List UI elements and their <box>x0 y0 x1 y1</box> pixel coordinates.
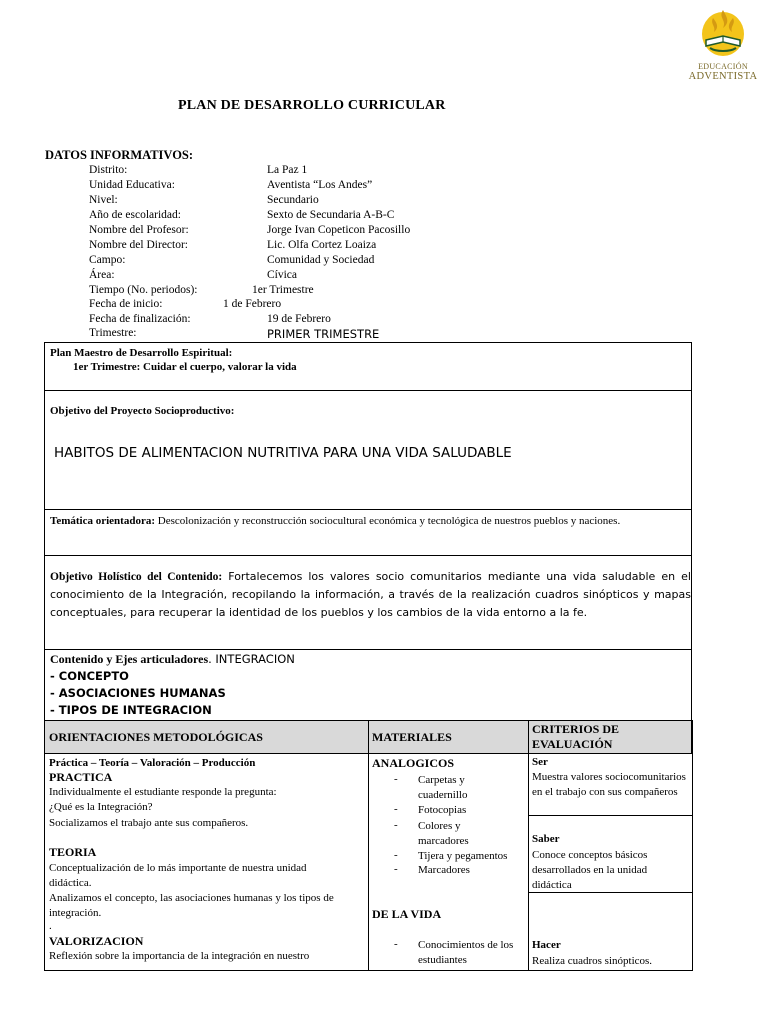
contenido-section <box>45 650 691 721</box>
table-divider-2 <box>528 720 529 971</box>
practica-line: Socializamos el trabajo ante sus compañeros. <box>49 817 249 829</box>
info-label: Tiempo (No. periodos): <box>89 284 198 296</box>
practica-line: ¿Qué es la Integración? <box>49 801 153 813</box>
saber-heading: Saber <box>532 833 560 845</box>
tematica-section <box>45 510 691 556</box>
info-value: Comunidad y Sociedad <box>267 254 375 266</box>
tematica-text: Descolonización y reconstrucción sociocultural económica y tecnológica de nuestros pueblos y naciones. <box>155 515 621 527</box>
contenido-label: Contenido y Ejes articuladores <box>50 652 209 666</box>
info-label: Trimestre: <box>89 327 137 339</box>
tematica-paragraph <box>50 513 680 529</box>
info-label: Año de escolaridad: <box>89 209 181 221</box>
info-label: Área: <box>89 269 115 281</box>
header-orientaciones: ORIENTACIONES METODOLÓGICAS <box>49 730 263 744</box>
teoria-line: Conceptualización de lo más importante de nuestra unidad didáctica. <box>49 862 307 889</box>
objetivo-holistico-label: Objetivo Holístico del Contenido: <box>50 571 223 583</box>
ser-text: Muestra valores sociocomunitarios en el trabajo con sus compañeros <box>532 771 686 798</box>
plan-maestro-label: Plan Maestro de Desarrollo Espiritual: <box>50 347 233 359</box>
table-divider-1 <box>368 720 369 971</box>
info-label: Fecha de finalización: <box>89 313 191 325</box>
evaluation-table: ORIENTACIONES METODOLÓGICAS MATERIALES CRITERIOS DE EVALUACIÓN Práctica – Teoría – Valoración – Producción PRACTICA Individualmente el estudiante responde la pregunta: ¿Qué es la Integración? Socializamos el trabajo ante sus compañeros. TEORIA Conceptualización de lo más importante de nuestra unidad didáctica. Analizamos el concepto, las asociaciones humanas y los tipos de integración. . VALORIZACION Reflexión sobre la importancia de la integración en nuestro ANALOGICOS - Carpetas y cuadernillo - Fotocopias - Colores y marcadores - Tijera y pegamentos - Marcadores DE LA VIDA - Conocimientos de los estudiantes Ser Muestra valores sociocomunitarios en el trabajo con sus compañeros Saber Conoce conceptos básicos desarrollados en la unidad didáctica Hacer Realiza cuadros sinópticos. <box>44 720 694 971</box>
datos-informativos-heading: DATOS INFORMATIVOS: <box>45 148 194 162</box>
analogicos-heading: ANALOGICOS <box>372 756 455 770</box>
info-label: Fecha de inicio: <box>89 298 163 310</box>
objetivo-proyecto-section <box>45 391 691 510</box>
info-value: La Paz 1 <box>267 164 308 176</box>
info-value: Aventista “Los Andes” <box>267 179 373 191</box>
hacer-heading: Hacer <box>532 939 561 951</box>
info-value: Sexto de Secundaria A-B-C <box>267 209 395 221</box>
teoria-line: Analizamos el concepto, las asociaciones humanas y los tipos de integración. <box>49 892 334 919</box>
document-title: PLAN DE DESARROLLO CURRICULAR <box>178 98 446 113</box>
contenido-item: - CONCEPTO <box>50 669 129 683</box>
plan-maestro-text: 1er Trimestre: Cuidar el cuerpo, valorar la vida <box>73 361 297 373</box>
contenido-item: - ASOCIACIONES HUMANAS <box>50 686 226 700</box>
plan-maestro-section <box>45 343 691 391</box>
table-border-left <box>44 720 45 971</box>
info-value: 1 de Febrero <box>223 298 282 310</box>
info-value: Cívica <box>267 269 298 281</box>
ser-heading: Ser <box>532 756 548 768</box>
info-value: 1er Trimestre <box>252 284 314 296</box>
practica-line: Individualmente el estudiante responde la pregunta: <box>49 786 277 798</box>
vida-heading: DE LA VIDA <box>372 907 442 921</box>
info-label: Nombre del Director: <box>89 239 188 251</box>
info-label: Unidad Educativa: <box>89 179 175 191</box>
orientaciones-head: Práctica – Teoría – Valoración – Producción <box>49 757 256 769</box>
contenido-title: . INTEGRACION <box>208 652 295 666</box>
header-criterios: CRITERIOS DE EVALUACIÓN <box>532 722 620 751</box>
criteria-divider-1 <box>529 815 692 816</box>
header-materiales: MATERIALES <box>372 730 452 744</box>
info-label: Nivel: <box>89 194 118 206</box>
objetivo-holistico-text: Fortalecemos los valores socio comunitarios mediante una vida saludable en el conocimiento de la Integración, recopilando la información, a través de la realización cuadros sinópticos y mapas conceptuales, para recuperar la identidad de los pueblos y los cambios de la vida entorno a la fe. <box>50 570 691 619</box>
table-border-bottom <box>44 970 693 971</box>
table-border-right <box>692 720 693 971</box>
info-label: Distrito: <box>89 164 128 176</box>
practica-heading: PRACTICA <box>49 770 113 784</box>
info-label: Nombre del Profesor: <box>89 224 189 236</box>
valorizacion-heading: VALORIZACION <box>49 934 144 948</box>
torch-book-emblem-icon <box>696 4 750 60</box>
hacer-text: Realiza cuadros sinópticos. <box>532 955 653 967</box>
info-label: Campo: <box>89 254 126 266</box>
tematica-label: Temática orientadora: <box>50 515 155 527</box>
info-value: Lic. Olfa Cortez Loaiza <box>267 239 377 251</box>
info-value: PRIMER TRIMESTRE <box>267 327 380 341</box>
contenido-heading <box>50 652 295 667</box>
objetivo-holistico-paragraph <box>50 568 691 622</box>
objetivo-holistico-section <box>45 556 691 650</box>
logo-line-2: ADVENTISTA <box>688 71 758 82</box>
logo-line-1: EDUCACIÓN <box>698 62 748 71</box>
teoria-dot: . <box>49 920 52 932</box>
info-value: Jorge Ivan Copeticon Pacosillo <box>267 224 411 236</box>
saber-text: Conoce conceptos básicos desarrollados en la unidad didáctica <box>532 849 648 891</box>
info-value: Secundario <box>267 194 319 206</box>
contenido-item: - TIPOS DE INTEGRACION <box>50 703 212 717</box>
teoria-heading: TEORIA <box>49 845 97 859</box>
objetivo-proyecto-label: Objetivo del Proyecto Socioproductivo: <box>50 405 235 417</box>
logo <box>688 4 758 84</box>
info-value: 19 de Febrero <box>267 313 331 325</box>
objetivo-proyecto-text: HABITOS DE ALIMENTACION NUTRITIVA PARA UNA VIDA SALUDABLE <box>54 445 512 461</box>
plan-sections-box <box>44 342 692 722</box>
valorizacion-line: Reflexión sobre la importancia de la integración en nuestro <box>49 950 310 962</box>
